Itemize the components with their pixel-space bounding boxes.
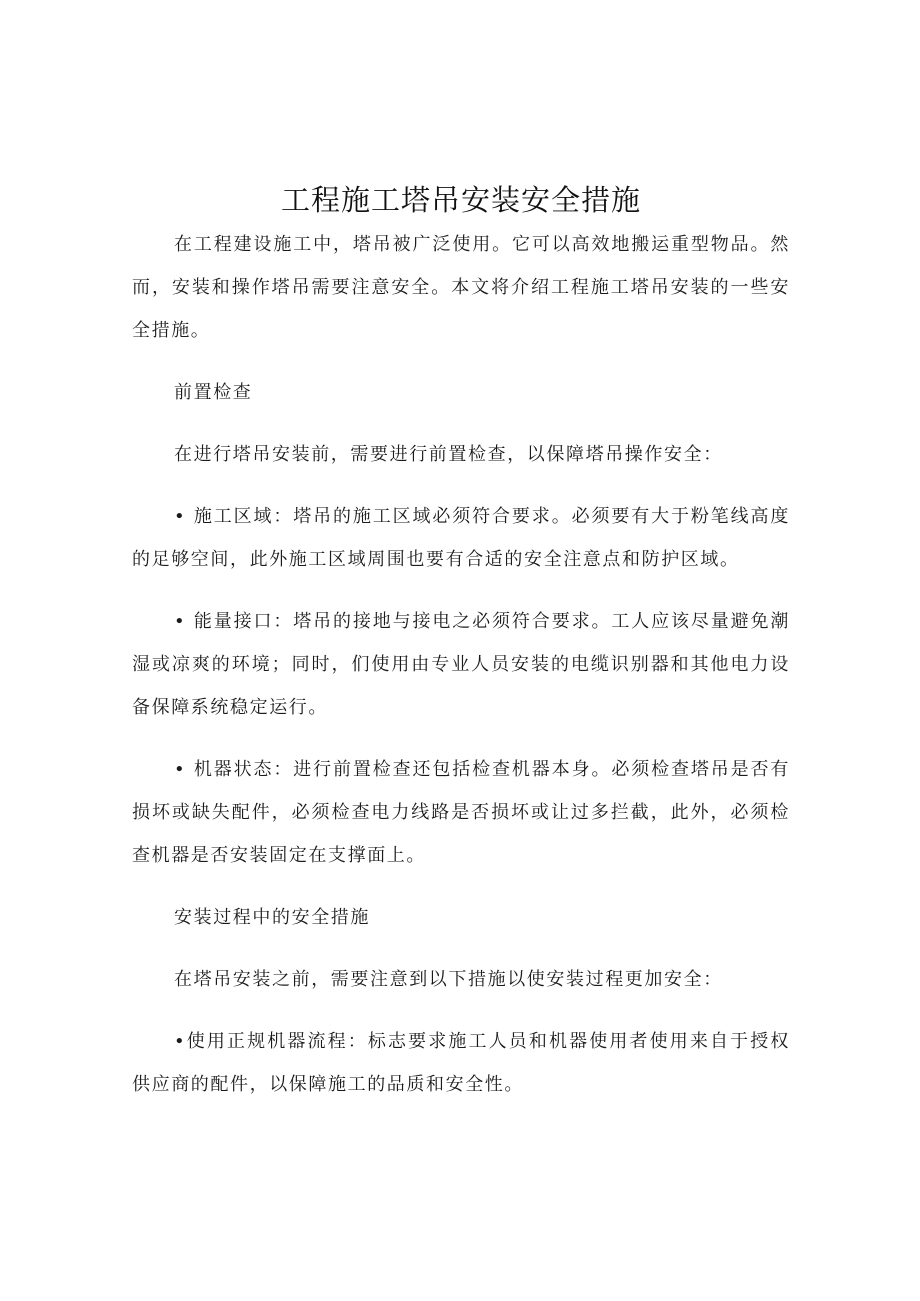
section-lead-installation-safety: 在塔吊安装之前，需要注意到以下措施以使安装过程更加安全： [174, 969, 723, 990]
section-lead-pre-check: 在进行塔吊安装前，需要进行前置检查，以保障塔吊操作安全： [174, 444, 723, 465]
section-heading-pre-check: 前置检查 [174, 382, 253, 403]
bullet-power-interface: • 能量接口：塔吊的接地与接电之必须符合要求。工人应该尽量避免潮湿或凉爽的环境；同时，们使用由专业人员安装的电缆识别器和其他电力设备保障系统稳定运行。 [132, 611, 790, 718]
bullet-standard-machine-process: •使用正规机器流程：标志要求施工人员和机器使用者使用来自于授权供应商的配件，以保障施工的品质和安全性。 [132, 1031, 790, 1095]
bullet-construction-area: • 施工区域：塔吊的施工区域必须符合要求。必须要有大于粉笔线高度的足够空间，此外施工区域周围也要有合适的安全注意点和防护区域。 [132, 506, 790, 570]
intro-paragraph: 在工程建设施工中，塔吊被广泛使用。它可以高效地搬运重型物品。然而，安装和操作塔吊需要注意安全。本文将介绍工程施工塔吊安装的一些安全措施。 [132, 234, 790, 341]
bullet-machine-status: • 机器状态：进行前置检查还包括检查机器本身。必须检查塔吊是否有损坏或缺失配件，必须检查电力线路是否损坏或让过多拦截，此外，必须检查机器是否安装固定在支撑面上。 [132, 759, 790, 866]
section-heading-installation-safety: 安装过程中的安全措施 [174, 907, 370, 928]
document-title: 工程施工塔吊安装安全措施 [280, 183, 641, 217]
document-page [132, 178, 790, 1106]
